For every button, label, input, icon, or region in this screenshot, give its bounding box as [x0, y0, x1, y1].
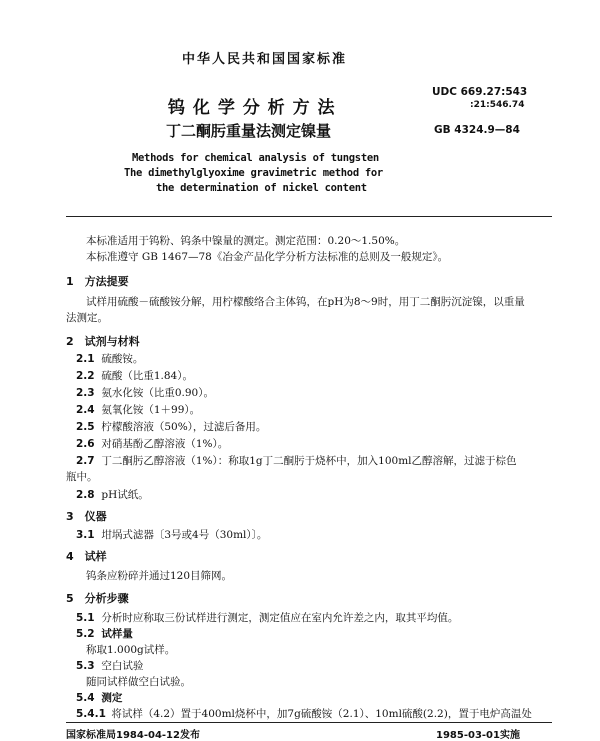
reagent-text: 柠檬酸溶液（50%），过滤后备用。: [101, 421, 267, 433]
procedure-item-5-4: [76, 690, 122, 705]
section-heading-method-summary: 1 方法提要: [66, 275, 129, 288]
procedure-subheading: 测定: [101, 692, 123, 704]
document-title-cn: 钨 化 学 分 析 方 法: [168, 98, 336, 118]
reagent-item: [76, 453, 517, 468]
sample-text: 钨条应粉碎并通过120目筛网。: [86, 570, 233, 582]
reagent-number: 2.7: [76, 455, 95, 467]
compliance-paragraph: 本标准遵守 GB 1467—78《冶金产品化学分析方法标准的总则及一般规定》。: [86, 251, 449, 263]
procedure-item-5-3: [76, 658, 143, 673]
udc-code-line1: UDC 669.27:543: [432, 86, 528, 98]
procedure-number: 5.4: [76, 692, 95, 704]
reagent-number: 2.5: [76, 421, 95, 433]
apparatus-number: 3.1: [76, 529, 95, 541]
reagent-text: pH试纸。: [101, 489, 149, 501]
udc-code-line2: :21:546.74: [470, 100, 525, 110]
method-summary-line1: 试样用硫酸－硫酸铵分解，用柠檬酸络合主体钨，在pH为8～9时，用丁二酮肟沉淀镍，以重量: [86, 296, 525, 308]
document-subtitle-cn: 丁二酮肟重量法测定镍量: [166, 122, 332, 140]
section-heading-apparatus: 3 仪器: [66, 510, 107, 523]
header-divider: [66, 216, 552, 217]
reagent-number: 2.3: [76, 387, 95, 399]
scope-paragraph: 本标准适用于钨粉、钨条中镍量的测定。测定范围：0.20～1.50%。: [86, 235, 406, 247]
reagent-text: 硫酸铵。: [101, 353, 144, 365]
reagent-number: 2.8: [76, 489, 95, 501]
reagent-text: 丁二酮肟乙醇溶液（1%）：称取1g丁二酮肟于烧杯中，加入100ml乙醇溶解，过滤于棕色: [101, 455, 517, 467]
procedure-text: 分析时应称取三份试样进行测定，测定值应在室内允许差之内，取其平均值。: [101, 612, 459, 624]
apparatus-item: [76, 527, 267, 542]
procedure-subheading: 试样量: [101, 628, 133, 640]
document-title-en: Methods for chemical analysis of tungsten: [132, 152, 379, 164]
section-heading-reagents: 2 试剂与材料: [66, 335, 140, 348]
issue-date: 国家标准局1984-04-12发布: [66, 730, 200, 741]
section-heading-sample: 4 试样: [66, 550, 107, 563]
reagent-text: 硫酸（比重1.84）。: [101, 370, 193, 382]
gb-standard-number: GB 4324.9—84: [434, 124, 520, 136]
document-subtitle-en-line2: the determination of nickel content: [156, 182, 367, 194]
procedure-text: 称取1.000g试样。: [86, 644, 176, 656]
national-standard-title: 中华人民共和国国家标准: [182, 52, 348, 67]
effective-date: 1985-03-01实施: [436, 730, 520, 741]
procedure-number: 5.2: [76, 628, 95, 640]
procedure-text: 将试样（4.2）置于400ml烧杯中，加7g硫酸铵（2.1）、10ml硫酸(2.2)，置于电炉高温处: [111, 708, 532, 720]
method-summary-line2: 法测定。: [66, 312, 108, 324]
reagent-item: [76, 385, 214, 400]
procedure-item-5-1: [76, 610, 458, 625]
procedure-text: 随同试样做空白试验。: [86, 676, 191, 688]
reagent-number: 2.4: [76, 404, 95, 416]
document-subtitle-en-line1: The dimethylglyoxime gravimetric method for: [124, 167, 383, 179]
reagent-item: [76, 436, 228, 451]
reagent-text: 对硝基酚乙醇溶液（1%）。: [101, 438, 229, 450]
procedure-subheading: 空白试验: [101, 660, 144, 672]
reagent-item: [76, 487, 149, 502]
reagent-item: [76, 419, 266, 434]
apparatus-text: 坩埚式滤器〔3号或4号（30ml）〕。: [101, 529, 268, 541]
procedure-item-5-2: [76, 626, 133, 641]
section-heading-procedure: 5 分析步骤: [66, 592, 129, 605]
reagent-number: 2.6: [76, 438, 95, 450]
procedure-number: 5.3: [76, 660, 95, 672]
reagent-item: [76, 402, 200, 417]
reagent-number: 2.2: [76, 370, 95, 382]
procedure-number: 5.1: [76, 612, 95, 624]
reagent-number: 2.1: [76, 353, 95, 365]
reagent-item-continuation: 瓶中。: [66, 471, 98, 483]
procedure-number: 5.4.1: [76, 708, 106, 720]
reagent-item: [76, 368, 193, 383]
footer-divider: [66, 722, 552, 723]
reagent-text: 氨水化铵（比重0.90）。: [101, 387, 214, 399]
reagent-text: 氨氧化铵（1＋99）。: [101, 404, 201, 416]
procedure-item-5-4-1: [76, 706, 532, 721]
reagent-item: [76, 351, 143, 366]
